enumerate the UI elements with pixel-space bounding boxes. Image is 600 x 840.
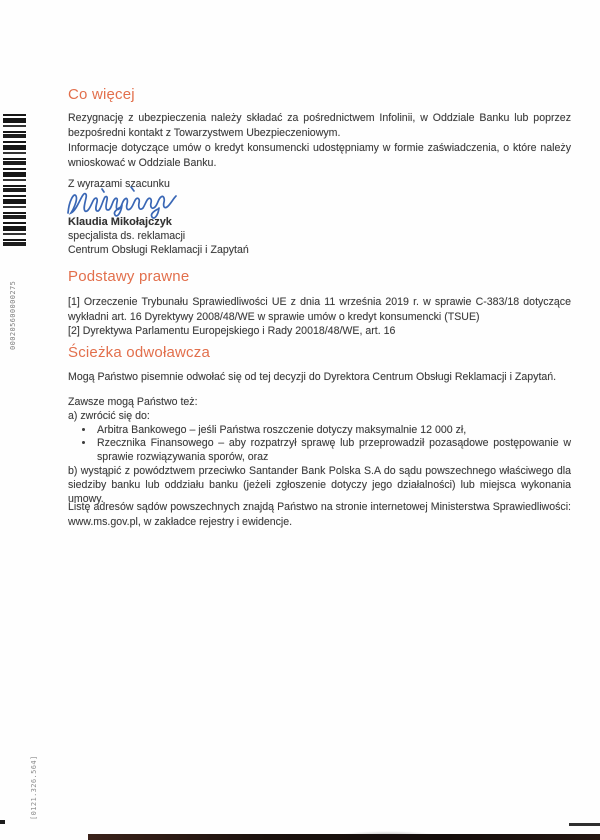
scan-artifact-corner-line (569, 823, 600, 826)
document-code: [0121.326.564] (30, 755, 38, 820)
courts-info: Listę adresów sądów powszechnych znajdą Państwo na stronie internetowej Ministerstwa Sprawiedliwości: www.ms.gov.pl, w zakładce rejestry i ewidencje. (68, 501, 571, 528)
paragraph-consumer-credit: Informacje dotyczące umów o kredyt konsumencki udostępniamy w formie zaświadczenia, o które należy wnioskować w Oddziale Banku. (68, 142, 571, 169)
section-heading-co-wiecej: Co więcej (68, 86, 135, 103)
barcode (3, 114, 26, 248)
barcode-number: 000205600000275 (9, 280, 17, 350)
legal-item-2: [2] Dyrektywa Parlamentu Europejskiego i Rady 20018/48/WE, art. 16 (68, 325, 396, 337)
legal-item-1: [1] Orzeczenie Trybunału Sprawiedliwości UE z dnia 11 września 2019 r. w sprawie C-383/18 dotyczące wykładni art. 16 Dyrektywy 2008/48/WE w sprawie umów o kredyt konsumencki (TSUE) (68, 296, 571, 323)
section-heading-sciezka-odwolawcza: Ścieżka odwoławcza (68, 344, 210, 361)
bullet-item-financial-ombudsman: • Rzecznika Finansowego – aby rozpatrzył sprawę lub przeprowadził pozasądowe postępowanie w sprawie rozwiązywania sporów, oraz (95, 437, 571, 465)
appeal-options (68, 396, 571, 506)
scan-artifact-bottom-bar (88, 834, 600, 840)
scan-artifact-edge-mark (0, 820, 5, 824)
signer-role: specjalista ds. reklamacji (68, 230, 186, 242)
signer-name: Klaudia Mikołajczyk (68, 216, 172, 228)
appeal-always-line: Zawsze mogą Państwo też: (68, 396, 198, 408)
appeal-option-b: b) wystąpić z powództwem przeciwko Santander Bank Polska S.A do sądu powszechnego właściwego dla siedziby banku lub oddziału banku (jeżeli zgłoszenie dotyczy jego działalności) lub miejsca wykonania umowy. (68, 464, 571, 505)
section-heading-podstawy-prawne: Podstawy prawne (68, 268, 190, 285)
paragraph-resignation: Rezygnację z ubezpieczenia należy składać za pośrednictwem Infolinii, w Oddziale Banku lub poprzez bezpośredni kontakt z Towarzystwem Ubezpieczeniowym. (68, 112, 571, 139)
appeal-intro: Mogą Państwo pisemnie odwołać się od tej decyzji do Dyrektora Centrum Obsługi Reklamacji i Zapytań. (68, 371, 557, 383)
bullet-item-bank-arbiter: • Arbitra Bankowego – jeśli Państwa roszczenie dotyczy maksymalnie 12 000 zł, (95, 424, 571, 438)
signer-department: Centrum Obsługi Reklamacji i Zapytań (68, 244, 249, 256)
legal-basis-list (68, 295, 571, 339)
appeal-option-a: a) zwrócić się do: (68, 409, 150, 422)
closing-salutation: Z wyrazami szacunku (68, 178, 170, 190)
more-info-paragraphs (68, 111, 571, 171)
appeal-bullet-list (68, 424, 571, 465)
